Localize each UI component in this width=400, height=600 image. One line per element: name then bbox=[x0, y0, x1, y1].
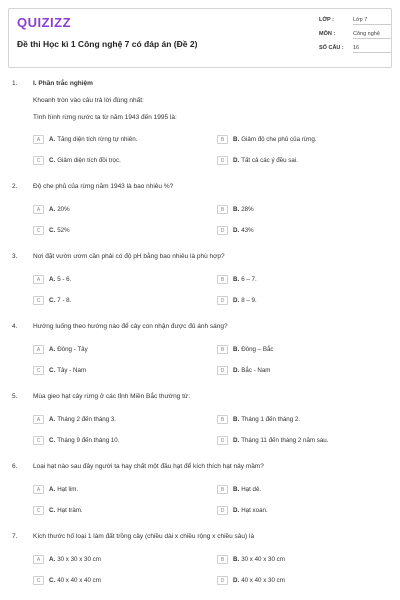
option-text: Giảm độ che phủ của rừng. bbox=[241, 136, 317, 143]
subject-value: Công nghệ bbox=[353, 31, 391, 39]
option-letter-box: B bbox=[217, 205, 228, 214]
option-text: Hạt dẻ. bbox=[241, 486, 262, 493]
option-d[interactable]: D D. 43% bbox=[217, 226, 254, 235]
option-letter-box: C bbox=[33, 576, 44, 585]
option-d[interactable]: D D. Tháng 11 đến tháng 2 năm sau. bbox=[217, 436, 328, 445]
option-letter-box: A bbox=[33, 135, 44, 144]
option-letter-box: A bbox=[33, 415, 44, 424]
option-a[interactable]: A A. 20% bbox=[33, 205, 70, 214]
question-stem: Tình hình rừng nước ta từ năm 1943 đến 1995 là: bbox=[33, 114, 177, 121]
option-b[interactable]: B B. Giảm độ che phủ của rừng. bbox=[217, 135, 317, 144]
option-letter-box: A bbox=[33, 275, 44, 284]
question-text: Loại hạt nào sau đây người ta hay chất một đầu hạt để kích thích hạt nảy mầm? bbox=[33, 463, 264, 470]
option-letter-box: A bbox=[33, 205, 44, 214]
question-number: 4. bbox=[12, 323, 18, 330]
option-b[interactable]: B B. 28% bbox=[217, 205, 254, 214]
option-c[interactable]: C C. Tây - Nam bbox=[33, 366, 86, 375]
option-letter-box: C bbox=[33, 226, 44, 235]
option-letter-box: A bbox=[33, 555, 44, 564]
option-letter-box: D bbox=[217, 296, 228, 305]
option-c[interactable]: C C. Hạt tràm. bbox=[33, 506, 83, 515]
option-c[interactable]: C C. 40 x 40 x 40 cm bbox=[33, 576, 101, 585]
count-label: SỐ CÂU : bbox=[319, 45, 344, 51]
option-text: 5 - 6. bbox=[57, 276, 72, 283]
count-value: 16 bbox=[353, 45, 391, 53]
question-text: Mùa gieo hạt cây rừng ở các tỉnh Miền Bắc thường từ: bbox=[33, 393, 191, 400]
option-text: Đông - Tây bbox=[57, 346, 88, 353]
option-text: 8 – 9. bbox=[241, 297, 257, 304]
option-b[interactable]: B B. Đông – Bắc bbox=[217, 345, 274, 354]
option-text: 20% bbox=[57, 206, 70, 213]
option-c[interactable]: C C. Giảm diện tích đồi trọc. bbox=[33, 156, 121, 165]
quizizz-logo: QUIZIZZ bbox=[17, 15, 72, 30]
option-text: Tăng diện tích rừng tự nhiên. bbox=[57, 136, 138, 143]
question-text: Kích thước hố loại 1 làm đất trồng cây (chiều dài x chiều rộng x chiều sâu) là bbox=[33, 533, 255, 540]
subject-label: MÔN : bbox=[319, 31, 336, 37]
option-letter-box: C bbox=[33, 436, 44, 445]
question-number: 2. bbox=[12, 183, 18, 190]
option-text: 30 x 40 x 30 cm bbox=[241, 556, 285, 563]
option-letter-box: B bbox=[217, 275, 228, 284]
section-title: I. Phần trắc nghiệm bbox=[33, 80, 93, 87]
option-text: Đông – Bắc bbox=[241, 346, 274, 353]
option-text: Hạt xoan. bbox=[241, 507, 268, 514]
option-letter-box: A bbox=[33, 345, 44, 354]
option-text: Tháng 11 đến tháng 2 năm sau. bbox=[241, 437, 329, 444]
option-c[interactable]: C C. 52% bbox=[33, 226, 70, 235]
option-b[interactable]: B B. Tháng 1 đến tháng 2. bbox=[217, 415, 300, 424]
option-c[interactable]: C C. Tháng 9 đến tháng 10. bbox=[33, 436, 119, 445]
option-text: Tháng 9 đến tháng 10. bbox=[57, 437, 120, 444]
document-title: Đề thi Học kì 1 Công nghệ 7 có đáp án (Đề 2) bbox=[17, 39, 198, 49]
option-a[interactable]: A A. Tăng diện tích rừng tự nhiên. bbox=[33, 135, 137, 144]
option-letter-box: B bbox=[217, 345, 228, 354]
section-instruction: Khoanh tròn vào câu trả lời đúng nhất: bbox=[33, 97, 144, 104]
class-value: Lớp 7 bbox=[353, 17, 391, 25]
option-text: Tây - Nam bbox=[57, 367, 87, 374]
option-c[interactable]: C C. 7 - 8. bbox=[33, 296, 71, 305]
question-text: Độ che phủ của rừng năm 1943 là bao nhiêu %? bbox=[33, 183, 174, 190]
option-letter-box: C bbox=[33, 366, 44, 375]
option-text: 43% bbox=[241, 227, 254, 234]
option-letter-box: B bbox=[217, 555, 228, 564]
option-text: Bắc - Nam bbox=[241, 367, 271, 374]
question-number: 6. bbox=[12, 463, 18, 470]
option-a[interactable]: A A. 30 x 30 x 30 cm bbox=[33, 555, 101, 564]
class-label: LỚP : bbox=[319, 17, 334, 23]
option-letter-box: D bbox=[217, 366, 228, 375]
option-letter-box: B bbox=[217, 485, 228, 494]
option-text: 30 x 30 x 30 cm bbox=[57, 556, 101, 563]
option-letter-box: C bbox=[33, 296, 44, 305]
option-letter-box: B bbox=[217, 415, 228, 424]
option-text: 7 - 8. bbox=[57, 297, 72, 304]
option-d[interactable]: D D. Hạt xoan. bbox=[217, 506, 268, 515]
question-text: Nơi đặt vườn ươm cần phải có độ pH bằng bao nhiêu là phù hợp? bbox=[33, 253, 225, 260]
option-text: 40 x 40 x 40 cm bbox=[57, 577, 101, 584]
worksheet-header bbox=[8, 8, 392, 68]
question-number: 5. bbox=[12, 393, 18, 400]
option-text: 40 x 40 x 30 cm bbox=[241, 577, 285, 584]
option-letter-box: D bbox=[217, 576, 228, 585]
option-text: 28% bbox=[241, 206, 254, 213]
option-letter-box: C bbox=[33, 506, 44, 515]
option-b[interactable]: B B. 30 x 40 x 30 cm bbox=[217, 555, 285, 564]
option-a[interactable]: A A. Tháng 2 đến tháng 3. bbox=[33, 415, 116, 424]
option-d[interactable]: D D. Tất cả các ý đều sai. bbox=[217, 156, 298, 165]
option-text: Tháng 2 đến tháng 3. bbox=[57, 416, 117, 423]
option-letter-box: D bbox=[217, 226, 228, 235]
option-text: Tất cả các ý đều sai. bbox=[241, 157, 298, 164]
option-text: Hạt lim. bbox=[57, 486, 79, 493]
option-a[interactable]: A A. 5 - 6. bbox=[33, 275, 71, 284]
option-text: 52% bbox=[57, 227, 70, 234]
option-d[interactable]: D D. 8 – 9. bbox=[217, 296, 257, 305]
option-letter-box: C bbox=[33, 156, 44, 165]
option-letter-box: A bbox=[33, 485, 44, 494]
option-text: Giảm diện tích đồi trọc. bbox=[57, 157, 121, 164]
question-text: Hướng luống theo hướng nào để cây con nhận được đủ ánh sáng? bbox=[33, 323, 228, 330]
option-letter-box: D bbox=[217, 436, 228, 445]
option-letter-box: D bbox=[217, 506, 228, 515]
option-d[interactable]: D D. 40 x 40 x 30 cm bbox=[217, 576, 285, 585]
option-text: Hạt tràm. bbox=[57, 507, 83, 514]
option-letter-box: B bbox=[217, 135, 228, 144]
option-letter-box: D bbox=[217, 156, 228, 165]
option-a[interactable]: A A. Hạt lim. bbox=[33, 485, 78, 494]
option-text: 6 – 7. bbox=[241, 276, 257, 283]
question-number: 1. bbox=[12, 80, 18, 87]
question-number: 7. bbox=[12, 533, 18, 540]
option-b[interactable]: B B. 6 – 7. bbox=[217, 275, 257, 284]
option-a[interactable]: A A. Đông - Tây bbox=[33, 345, 88, 354]
option-b[interactable]: B B. Hạt dẻ. bbox=[217, 485, 261, 494]
question-number: 3. bbox=[12, 253, 18, 260]
option-text: Tháng 1 đến tháng 2. bbox=[241, 416, 301, 423]
option-d[interactable]: D D. Bắc - Nam bbox=[217, 366, 270, 375]
